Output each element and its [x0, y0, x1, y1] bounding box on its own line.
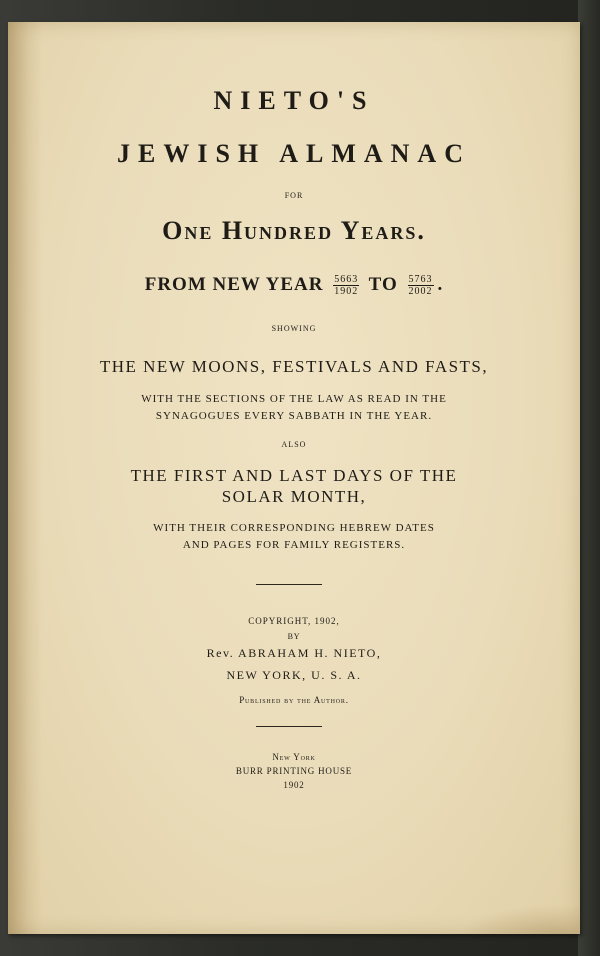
- end-year-fraction: [408, 274, 434, 297]
- imprint-printer: BURR PRINTING HOUSE: [235, 766, 353, 776]
- imprint-city: New York: [272, 752, 316, 762]
- imprint-year: 1902: [283, 780, 305, 790]
- start-year-fraction: [333, 274, 359, 297]
- sections-line-1: WITH THE SECTIONS OF THE LAW AS READ IN THE: [141, 393, 447, 405]
- date-range-period: .: [437, 274, 444, 295]
- for-word: FOR: [284, 191, 304, 200]
- also-word: ALSO: [281, 440, 307, 449]
- hebrew-dates-line-1: WITH THEIR CORRESPONDING HEBREW DATES: [153, 522, 435, 534]
- date-range-to: TO: [368, 274, 398, 295]
- book-cover-edge: [578, 0, 600, 956]
- sections-line-2: SYNAGOGUES EVERY SABBATH IN THE YEAR.: [155, 410, 433, 422]
- author-location: NEW YORK, U. S. A.: [226, 668, 362, 682]
- showing-word: SHOWING: [271, 324, 317, 333]
- subtitle-one-hundred-years: One Hundred Years.: [162, 216, 426, 245]
- title-page: [8, 22, 580, 934]
- copyright-line: COPYRIGHT, 1902,: [248, 616, 340, 626]
- page-gutter-shadow: [8, 22, 42, 934]
- heading-first-last-days-1: THE FIRST AND LAST DAYS OF THE: [130, 466, 458, 485]
- page-stain: [460, 904, 580, 934]
- hebrew-dates-line-2: AND PAGES FOR FAMILY REGISTERS.: [182, 539, 406, 551]
- heading-first-last-days-2: SOLAR MONTH,: [221, 487, 367, 506]
- title-line-nietos: NIETO'S: [213, 86, 375, 115]
- date-range-prefix: FROM NEW YEAR: [144, 274, 324, 295]
- end-gregorian-year: 2002: [408, 286, 433, 298]
- heading-new-moons: THE NEW MOONS, FESTIVALS AND FASTS,: [99, 357, 489, 376]
- start-gregorian-year: 1902: [334, 286, 359, 298]
- title-line-almanac: JEWISH ALMANAC: [117, 139, 471, 168]
- divider-rule-1: [256, 584, 322, 585]
- divider-rule-2: [256, 726, 322, 727]
- author-name: Rev. ABRAHAM H. NIETO,: [206, 646, 382, 660]
- published-by-line: Published by the Author.: [239, 695, 349, 705]
- date-range-line: [42, 274, 546, 297]
- start-hebrew-year: 5663: [334, 274, 359, 286]
- end-hebrew-year: 5763: [408, 274, 433, 286]
- by-word: BY: [287, 632, 301, 641]
